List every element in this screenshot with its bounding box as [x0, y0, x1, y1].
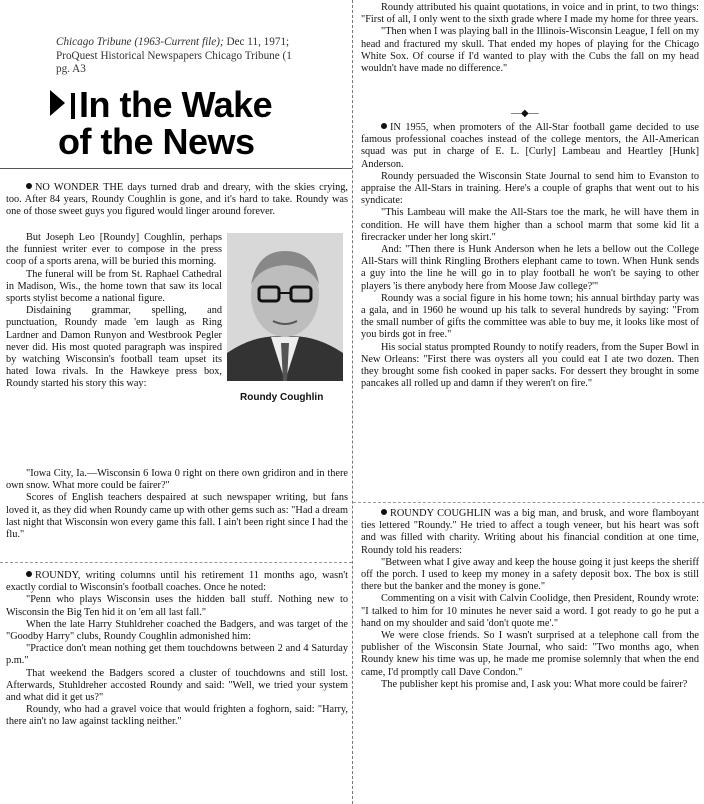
- database-name: ProQuest Historical Newspapers Chicago Tribune (1: [56, 49, 292, 62]
- right-paragraph-10: "Between what I give away and keep the house going it just keeps the sheriff off the porch. I used to keep my money in a safety deposit box. The box is still there but the banker and the money is gone.": [361, 556, 699, 593]
- photo-caption: Roundy Coughlin: [240, 392, 324, 403]
- page-number: pg. A3: [56, 63, 86, 75]
- right-paragraph-7: Roundy was a social figure in his home town; his annual birthday party was a gala, and in 1960 he wound up his talk to several hundreds by saying: "From the small number of gifts the committee was able to buy me, it looks like most of you birds got in free.": [361, 292, 699, 341]
- right-paragraph-2: "Then when I was playing ball in the Illinois-Wisconsin League, I fell on my head and fractured my skull. That ended my hopes of playing for the Chicago White Sox. Of course if I'd wanted to play with the Cubs the fall on my head wouldn't have made no difference.": [361, 26, 699, 75]
- headline-line-1: In the Wake: [79, 84, 273, 125]
- left-paragraph-10: "Practice don't mean nothing get them touchdowns between 2 and 4 Saturday p.m.": [6, 643, 348, 667]
- left-paragraph-4: Disdaining grammar, spelling, and punctuation, Roundy made 'em laugh as Ring Lardner and Damon Runyon and Westbrook Pegler never did. His most quoted paragraph was inspired by watching Wisconsin's football team upset its hated Iowa rivals. In the Hawkeye press box, Roundy started his story this way:: [6, 305, 222, 390]
- headline: [50, 86, 350, 160]
- article-quotes: [6, 468, 348, 541]
- article-section-4: [361, 508, 699, 691]
- left-paragraph-5: "Iowa City, Ia.—Wisconsin 6 Iowa 0 right on there own gridiron and in there own snow. What more could be fairer?": [6, 468, 348, 492]
- article-section-3: [361, 122, 699, 390]
- right-paragraph-3: IN 1955, when promoters of the All-Star football game decided to use famous professional coaches instead of the college mentors, the All-American squad was put in charge of E. L. [Curly] Lambeau and Heartley [Hunk] Anderson.: [361, 122, 699, 170]
- right-paragraph-5: "This Lambeau will make the All-Stars toe the mark, he will have them in condition. He will have them higher than a school marm that some kid lit a firecracker under her long skirt.": [361, 207, 699, 243]
- header-rule: [0, 168, 352, 169]
- right-paragraph-4: Roundy persuaded the Wisconsin State Journal to send him to Evanston to appraise the All-Stars in training. Here's a couple of graphs that went out to his syndicate:: [361, 170, 699, 207]
- left-paragraph-12: Roundy, who had a gravel voice that would frighten a foghorn, said: "Harry, there ain't no law against tackling neither.": [6, 704, 348, 728]
- source-citation: [56, 36, 352, 77]
- headline-line-2: of the News: [58, 121, 255, 162]
- diamond-ornament-icon: —◆—: [511, 108, 539, 119]
- right-paragraph-12: We were close friends. So I wasn't surprised at a telephone call from the publisher of the Wisconsin State Journal, who said: "Two months ago, when Roundy knew his time was up, he made me promise solemnly that when the end came, I'd promptly call Dave Condon.": [361, 630, 699, 678]
- left-paragraph-9: When the late Harry Stuhldreher coached the Badgers, and was target of the "Goodby Harry" clubs, Roundy Coughlin admonished him:: [6, 618, 348, 643]
- left-paragraph-3: The funeral will be from St. Raphael Cathedral in Madison, Wis., the home town that saw its local sports stylist become a national figure.: [6, 268, 222, 305]
- left-paragraph-11: That weekend the Badgers scored a cluster of touchdowns and still lost. Afterwards, Stuhldreher accosted Roundy and said: "Well, we tried your system and what did it get us?": [6, 667, 348, 704]
- left-paragraph-1: NO WONDER THE days turned drab and dreary, with the skies crying, too. After 84 years, Roundy Coughlin is gone, and it's hard to take. Roundy was one of those sweet guys you figured would linger around forever.: [6, 182, 348, 218]
- bullet-icon: [381, 123, 387, 129]
- section-divider: [0, 562, 352, 563]
- article-column-narrow: [6, 232, 222, 391]
- left-paragraph-7: ROUNDY, writing columns until his retirement 11 months ago, wasn't exactly cordial to Wisconsin's football coaches. Once he noted:: [6, 570, 348, 594]
- bullet-icon: [26, 183, 32, 189]
- article-continued: [361, 2, 699, 75]
- right-column: [352, 0, 704, 804]
- triangle-arrow-icon: [50, 90, 65, 116]
- left-paragraph-2: But Joseph Leo [Roundy] Coughlin, perhaps the funniest writer ever to compose in the press coop of a sports arena, will be buried this morning.: [6, 232, 222, 268]
- right-paragraph-8: His social status prompted Roundy to notify readers, from the Super Bowl in New Orleans: "First there was oysters all you could eat I ate two dozen. Then they brought some fish cooked in paper sacks. For dessert they brought in some pancakes all rolled up and damn if they weren't on fire.": [361, 341, 699, 390]
- bullet-icon: [381, 509, 387, 515]
- article-section-2: [6, 570, 348, 729]
- left-paragraph-6: Scores of English teachers despaired at such newspaper writing, but fans loved it, as they did when Roundy came up with other gems such as: "Had a dream last night that Wisconsin won every game this fall. I ain't been right since I had the flu.": [6, 492, 348, 541]
- article-lead: [6, 182, 348, 219]
- right-paragraph-11: Commenting on a visit with Calvin Coolidge, then President, Roundy wrote: "I talked to him for 10 minutes he never said a word. I got ready to go he put a hand on my shoulder and said 'don't quote me'.": [361, 593, 699, 629]
- right-paragraph-1: Roundy attributed his quaint quotations, in voice and in print, to two things: "First of all, I only went to the sixth grade where I made my home for three years.: [361, 2, 699, 26]
- right-paragraph-9: ROUNDY COUGHLIN was a big man, and brusk, and wore flamboyant ties lettered "Roundy." He tried to affect a tough veneer, but his heart was soft and was filled with charity. Writing about his financial condition at one time, Roundy told his readers:: [361, 508, 699, 556]
- portrait-photo: [227, 233, 343, 381]
- publication-date: Dec 11, 1971;: [223, 36, 290, 48]
- bullet-icon: [26, 571, 32, 577]
- right-paragraph-6: And: "Then there is Hunk Anderson when he lets a bellow out the College All-Stars will think Ringling Brothers elephant came to town. When Hunk sends a guy into the line he will go in to play football he won't be saying to other players 'is there anybody here from Moose Jaw college?'": [361, 244, 699, 292]
- publication-name: Chicago Tribune (1963-Current file);: [56, 36, 224, 48]
- section-divider: [353, 502, 704, 503]
- bar-mark-icon: [71, 93, 75, 119]
- right-paragraph-13: The publisher kept his promise and, I ask you: What more could be fairer?: [381, 678, 688, 690]
- left-paragraph-8: "Penn who plays Wisconsin uses the hidden ball stuff. Nothing new to Wisconsin the Big Ten hid it on 'em all last fall.": [6, 594, 348, 618]
